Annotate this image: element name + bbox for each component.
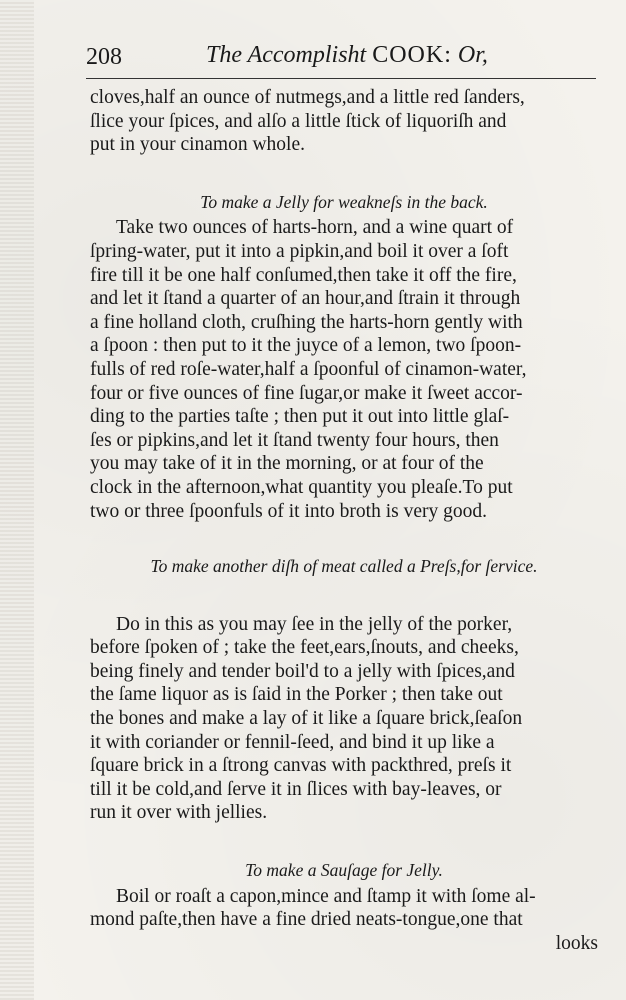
text-line: a fine holland cloth, cruſhing the harts-horn gently with <box>90 311 523 333</box>
recipe-paragraph-sausage <box>90 885 598 956</box>
text-line: ſlice your ſpices, and alſo a little ſtick of liquoriſh and <box>90 110 507 132</box>
text-line: cloves,half an ounce of nutmegs,and a little red ſanders, <box>90 87 525 108</box>
running-title-part-1: The Accomplisht <box>206 42 367 68</box>
page-header <box>86 40 596 76</box>
text-line: fire till it be one half conſumed,then take it off the fire, <box>90 264 517 286</box>
running-title <box>206 42 488 69</box>
text-line: ſpring-water, put it into a pipkin,and boil it over a ſoft <box>90 240 509 262</box>
recipe-paragraph-jelly <box>90 216 598 523</box>
header-rule <box>86 78 596 79</box>
text-line: till it be cold,and ſerve it in ſlices with bay-leaves, or <box>90 778 502 800</box>
text-line: being finely and tender boil'd to a jelly with ſpices,and <box>90 660 515 682</box>
recipe-heading-jelly: To make a Jelly for weakneſs in the back. <box>200 191 488 212</box>
text-line: Do in this as you may ſee in the jelly of the porker, <box>116 613 513 635</box>
text-line: mond paſte,then have a fine dried neats-tongue,one that <box>90 909 523 931</box>
recipe-paragraph-press <box>90 613 598 825</box>
text-line: fulls of red roſe-water,half a ſpoonful of cinamon-water, <box>90 358 527 380</box>
text-line: four or five ounces of fine ſugar,or make it ſweet accor- <box>90 382 523 404</box>
recipe-heading-sausage: To make a Sauſage for Jelly. <box>245 860 443 881</box>
text-line: the ſame liquor as is ſaid in the Porker ; then take out <box>90 684 503 706</box>
text-line: and let it ſtand a quarter of an hour,and ſtrain it through <box>90 288 521 310</box>
text-line: clock in the afternoon,what quantity you pleaſe.To put <box>90 476 513 498</box>
page-edge-shadow <box>0 0 34 1000</box>
text-line: ding to the parties taſte ; then put it out into little glaſ- <box>90 406 510 428</box>
text-line: before ſpoken of ; take the feet,ears,ſnouts, and cheeks, <box>90 637 519 659</box>
continued-paragraph <box>90 86 598 157</box>
running-title-caps: COOK: <box>372 42 452 68</box>
text-line: you may take of it in the morning, or at four of the <box>90 453 484 475</box>
text-line: run it over with jellies. <box>90 802 268 824</box>
text-line: it with coriander or fennil-ſeed, and bind it up like a <box>90 731 495 753</box>
recipe-heading-press: To make another diſh of meat called a Preſs,for ſervice. <box>150 556 538 577</box>
text-line: ſes or pipkins,and let it ſtand twenty four hours, then <box>90 429 499 451</box>
page-body <box>90 86 598 955</box>
text-line: put in your cinamon whole. <box>90 134 306 156</box>
page-number: 208 <box>86 44 122 70</box>
text-line: two or three ſpoonfuls of it into broth is very good. <box>90 500 487 522</box>
text-line: a ſpoon : then put to it the juyce of a lemon, two ſpoon- <box>90 335 522 357</box>
text-line: the bones and make a lay of it like a ſquare brick,ſeaſon <box>90 708 523 730</box>
text-line: Take two ounces of harts-horn, and a wine quart of <box>116 217 514 239</box>
running-title-part-2: Or, <box>457 42 488 68</box>
text-line: Boil or roaſt a capon,mince and ſtamp it with ſome al- <box>116 885 536 907</box>
catchword: looks <box>555 932 598 954</box>
text-line: ſquare brick in a ſtrong canvas with packthred, preſs it <box>90 755 512 777</box>
